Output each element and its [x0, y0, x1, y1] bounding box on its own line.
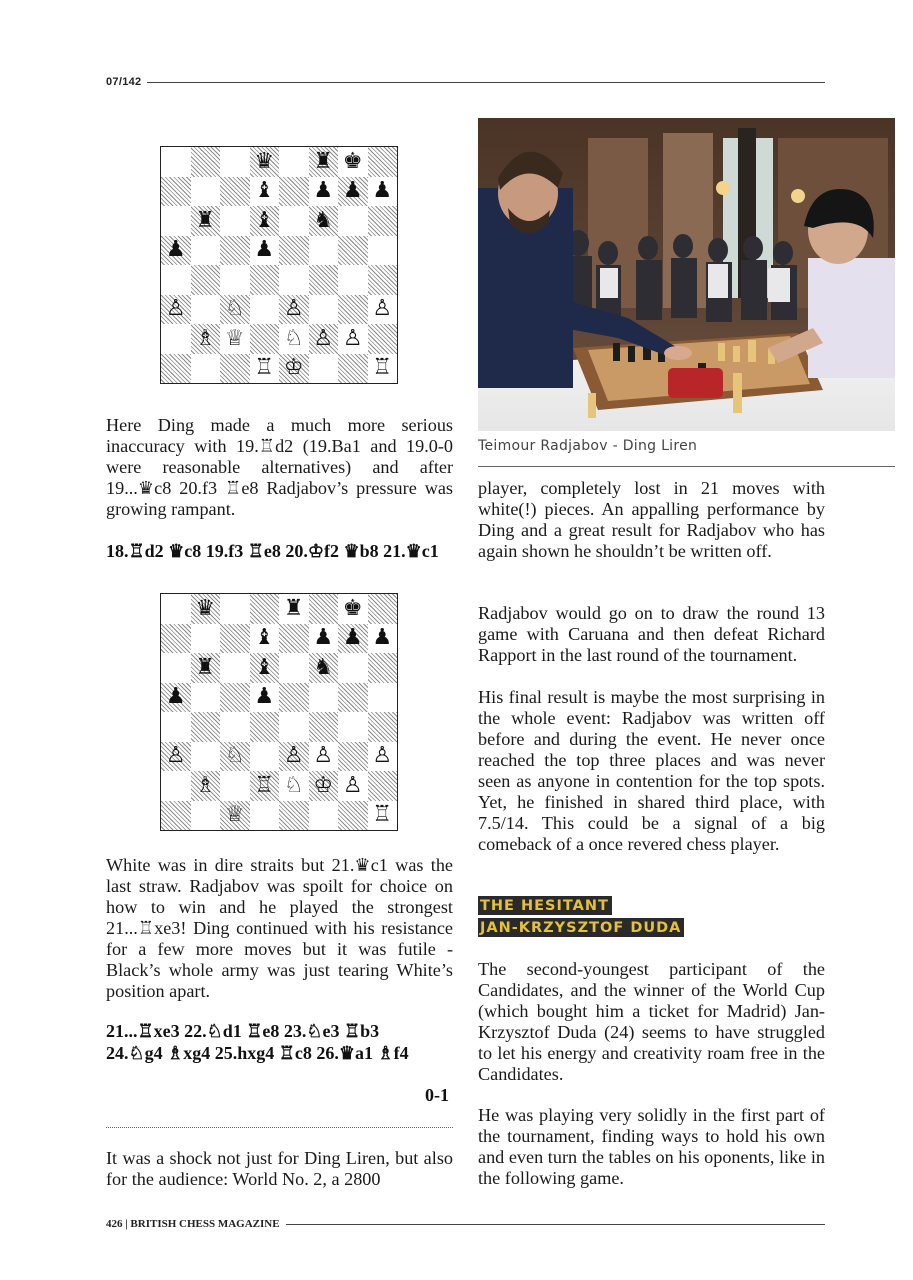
board-square [191, 206, 221, 236]
board-square [338, 771, 368, 801]
chess-piece-icon: ♝ [254, 207, 275, 233]
board-square [309, 206, 339, 236]
board-square [220, 206, 250, 236]
board-square [279, 771, 309, 801]
chess-piece-icon: ♟ [342, 178, 363, 204]
chess-piece-icon: ♙ [372, 743, 393, 769]
board-square [338, 624, 368, 654]
board-square [191, 354, 221, 384]
left-paragraph-1: Here Ding made a much more serious inaccuracy with 19.♖d2 (19.Ba1 and 19.0-0 were reasonable alternatives) and after 19...♛c8 20.f3 ♖e8 Radjabov’s pressure was growing rampant. [106, 415, 453, 519]
board-square [309, 354, 339, 384]
board-square [338, 177, 368, 207]
board-square [338, 801, 368, 831]
chess-piece-icon: ♗ [195, 772, 216, 798]
section-heading-line-1: THE HESITANT [478, 896, 612, 915]
board-square [309, 653, 339, 683]
board-square [309, 742, 339, 772]
section-heading-line-2: JAN-KRZYSZTOF DUDA [478, 918, 684, 937]
footer-rule [286, 1224, 825, 1225]
board-square [368, 354, 398, 384]
chess-piece-icon: ♜ [313, 148, 334, 174]
board-square [309, 594, 339, 624]
chess-piece-icon: ♝ [254, 625, 275, 651]
board-square [191, 771, 221, 801]
board-square [191, 712, 221, 742]
board-square [191, 742, 221, 772]
board-square [220, 683, 250, 713]
board-square [220, 147, 250, 177]
board-square [220, 295, 250, 325]
board-square [338, 206, 368, 236]
board-square [309, 147, 339, 177]
chess-piece-icon: ♜ [195, 207, 216, 233]
right-paragraph-4: The second-youngest participant of the Candidates, and the winner of the World Cup (which bought him a ticket for Madrid) Jan-Krzysztof Duda (24) seems to have struggled to let his energy and creativity roam free in the Candidates. [478, 959, 825, 1084]
board-square [338, 236, 368, 266]
left-paragraph-3: It was a shock not just for Ding Liren, but also for the audience: World No. 2, a 2800 [106, 1148, 453, 1189]
chess-piece-icon: ♞ [313, 207, 334, 233]
board-square [338, 354, 368, 384]
board-square [191, 594, 221, 624]
chess-piece-icon: ♜ [283, 595, 304, 621]
move-sequence-2b: 24.♘g4 ♗xg4 25.hxg4 ♖c8 26.♛a1 ♗f4 [106, 1043, 409, 1063]
board-square [220, 624, 250, 654]
board-square [368, 801, 398, 831]
board-square [368, 324, 398, 354]
board-square [161, 653, 191, 683]
board-square [368, 177, 398, 207]
board-square [220, 324, 250, 354]
chess-piece-icon: ♘ [283, 325, 304, 351]
move-sequence-1: 18.♖d2 ♛c8 19.f3 ♖e8 20.♔f2 ♛b8 21.♛c1 [106, 541, 439, 561]
board-square [309, 236, 339, 266]
chess-piece-icon: ♙ [283, 296, 304, 322]
board-square [309, 771, 339, 801]
board-square [279, 206, 309, 236]
chess-diagram-2 [160, 593, 398, 831]
chess-piece-icon: ♖ [372, 355, 393, 381]
chess-piece-icon: ♟ [254, 684, 275, 710]
board-square [338, 265, 368, 295]
dotted-divider [106, 1127, 453, 1128]
board-square [250, 177, 280, 207]
left-paragraph-2: White was in dire straits but 21.♛c1 was the last straw. Radjabov was spoilt for choice on how to win and he played the strongest 21...♖xe3! Ding continued with his resistance for a few more moves but it was futile - Black’s whole army was just tearing White’s position apart. [106, 855, 453, 1001]
board-square [250, 324, 280, 354]
chess-piece-icon: ♘ [224, 743, 245, 769]
board-square [161, 236, 191, 266]
board-square [220, 712, 250, 742]
chess-piece-icon: ♙ [372, 296, 393, 322]
right-paragraph-3: His final result is maybe the most surprising in the whole event: Radjabov was written off before and during the event. He never once reached the top three places and was never seen as anyone in contention for the top spots. Yet, he finished in shared third place, with 7.5/14. This could be a signal of a big comeback of a once revered chess player. [478, 687, 825, 854]
board-square [279, 147, 309, 177]
chess-piece-icon: ♖ [254, 772, 275, 798]
chess-piece-icon: ♟ [165, 237, 186, 263]
board-square [161, 771, 191, 801]
board-square [161, 295, 191, 325]
chess-piece-icon: ♙ [313, 743, 334, 769]
board-square [250, 265, 280, 295]
board-square [250, 653, 280, 683]
board-square [161, 147, 191, 177]
board-square [191, 653, 221, 683]
board-square [279, 801, 309, 831]
chess-piece-icon: ♕ [224, 325, 245, 351]
board-square [191, 295, 221, 325]
players-photo [478, 118, 895, 431]
board-square [191, 147, 221, 177]
board-square [161, 801, 191, 831]
board-square [220, 771, 250, 801]
chess-piece-icon: ♙ [313, 325, 334, 351]
chess-piece-icon: ♟ [372, 625, 393, 651]
board-square [338, 683, 368, 713]
chess-piece-icon: ♜ [195, 654, 216, 680]
board-square [250, 742, 280, 772]
board-square [279, 265, 309, 295]
board-square [309, 295, 339, 325]
chess-piece-icon: ♗ [195, 325, 216, 351]
right-paragraph-2: Radjabov would go on to draw the round 13 game with Caruana and then defeat Richard Rapport in the last round of the tournament. [478, 603, 825, 665]
board-square [191, 683, 221, 713]
board-square [338, 742, 368, 772]
board-square [309, 712, 339, 742]
board-square [220, 653, 250, 683]
board-square [220, 265, 250, 295]
board-square [368, 594, 398, 624]
board-square [161, 177, 191, 207]
board-square [309, 624, 339, 654]
game-result: 0-1 [425, 1085, 449, 1105]
board-square [250, 801, 280, 831]
board-square [220, 177, 250, 207]
board-square [279, 324, 309, 354]
header-rule [147, 82, 825, 83]
chess-piece-icon: ♟ [254, 237, 275, 263]
page-header [106, 74, 825, 90]
board-square [161, 594, 191, 624]
board-square [368, 236, 398, 266]
chess-piece-icon: ♙ [283, 743, 304, 769]
board-square [368, 683, 398, 713]
move-sequence-2a: 21...♖xe3 22.♘d1 ♖e8 23.♘e3 ♖b3 [106, 1021, 380, 1041]
page-footer [106, 1216, 825, 1232]
board-square [368, 147, 398, 177]
chess-piece-icon: ♟ [313, 625, 334, 651]
board-square [161, 354, 191, 384]
chess-piece-icon: ♛ [195, 595, 216, 621]
board-square [250, 147, 280, 177]
chess-piece-icon: ♟ [313, 178, 334, 204]
board-square [161, 206, 191, 236]
board-square [250, 236, 280, 266]
board-square [161, 683, 191, 713]
chess-piece-icon: ♔ [313, 772, 334, 798]
right-paragraph-5: He was playing very solidly in the first part of the tournament, finding ways to hold his own and even turn the tables on his oponents, like in the following game. [478, 1105, 825, 1188]
board-square [368, 206, 398, 236]
chess-piece-icon: ♙ [342, 772, 363, 798]
chess-piece-icon: ♙ [342, 325, 363, 351]
board-square [220, 594, 250, 624]
board-square [338, 712, 368, 742]
chess-piece-icon: ♟ [342, 625, 363, 651]
board-square [279, 742, 309, 772]
board-square [191, 324, 221, 354]
chess-piece-icon: ♛ [254, 148, 275, 174]
chess-piece-icon: ♚ [342, 595, 363, 621]
board-square [220, 236, 250, 266]
right-paragraph-1: player, completely lost in 21 moves with white(!) pieces. An appalling performance by Ding and a great result for Radjabov who has again shown he shouldn’t be written off. [478, 478, 825, 561]
footer-page-label: 426 | BRITISH CHESS MAGAZINE [106, 1218, 280, 1230]
board-square [191, 236, 221, 266]
board-square [250, 683, 280, 713]
board-square [368, 653, 398, 683]
board-square [309, 324, 339, 354]
board-square [161, 324, 191, 354]
board-square [250, 354, 280, 384]
board-square [309, 801, 339, 831]
board-square [368, 265, 398, 295]
board-square [191, 624, 221, 654]
chess-piece-icon: ♕ [224, 802, 245, 828]
chess-piece-icon: ♙ [165, 743, 186, 769]
board-square [191, 265, 221, 295]
header-page-number: 07/142 [106, 76, 142, 88]
board-square [338, 594, 368, 624]
board-square [161, 624, 191, 654]
chess-piece-icon: ♖ [372, 802, 393, 828]
board-square [250, 594, 280, 624]
chess-piece-icon: ♔ [283, 355, 304, 381]
board-square [279, 177, 309, 207]
board-square [279, 354, 309, 384]
board-square [368, 742, 398, 772]
board-square [279, 712, 309, 742]
board-square [250, 712, 280, 742]
chess-piece-icon: ♟ [372, 178, 393, 204]
chess-diagram-1 [160, 146, 398, 384]
board-square [309, 177, 339, 207]
photo-illustration [478, 118, 895, 431]
chess-piece-icon: ♘ [283, 772, 304, 798]
board-square [368, 295, 398, 325]
photo-caption: Teimour Radjabov - Ding Liren [478, 438, 698, 454]
chess-piece-icon: ♖ [254, 355, 275, 381]
board-square [279, 683, 309, 713]
chess-piece-icon: ♚ [342, 148, 363, 174]
board-square [191, 801, 221, 831]
board-square [338, 295, 368, 325]
board-square [368, 771, 398, 801]
board-square [279, 653, 309, 683]
caption-rule [478, 466, 895, 467]
board-square [309, 265, 339, 295]
board-square [279, 236, 309, 266]
chess-piece-icon: ♟ [165, 684, 186, 710]
board-square [220, 742, 250, 772]
board-square [368, 712, 398, 742]
board-square [161, 712, 191, 742]
chess-piece-icon: ♝ [254, 178, 275, 204]
board-square [338, 324, 368, 354]
board-square [338, 653, 368, 683]
board-square [161, 742, 191, 772]
board-square [161, 265, 191, 295]
chess-piece-icon: ♞ [313, 654, 334, 680]
chess-piece-icon: ♙ [165, 296, 186, 322]
board-square [338, 147, 368, 177]
board-square [191, 177, 221, 207]
board-square [220, 354, 250, 384]
board-square [250, 771, 280, 801]
chess-piece-icon: ♝ [254, 654, 275, 680]
board-square [250, 206, 280, 236]
board-square [309, 683, 339, 713]
board-square [279, 624, 309, 654]
chess-piece-icon: ♘ [224, 296, 245, 322]
board-square [250, 295, 280, 325]
board-square [279, 594, 309, 624]
board-square [250, 624, 280, 654]
board-square [368, 624, 398, 654]
board-square [220, 801, 250, 831]
board-square [279, 295, 309, 325]
